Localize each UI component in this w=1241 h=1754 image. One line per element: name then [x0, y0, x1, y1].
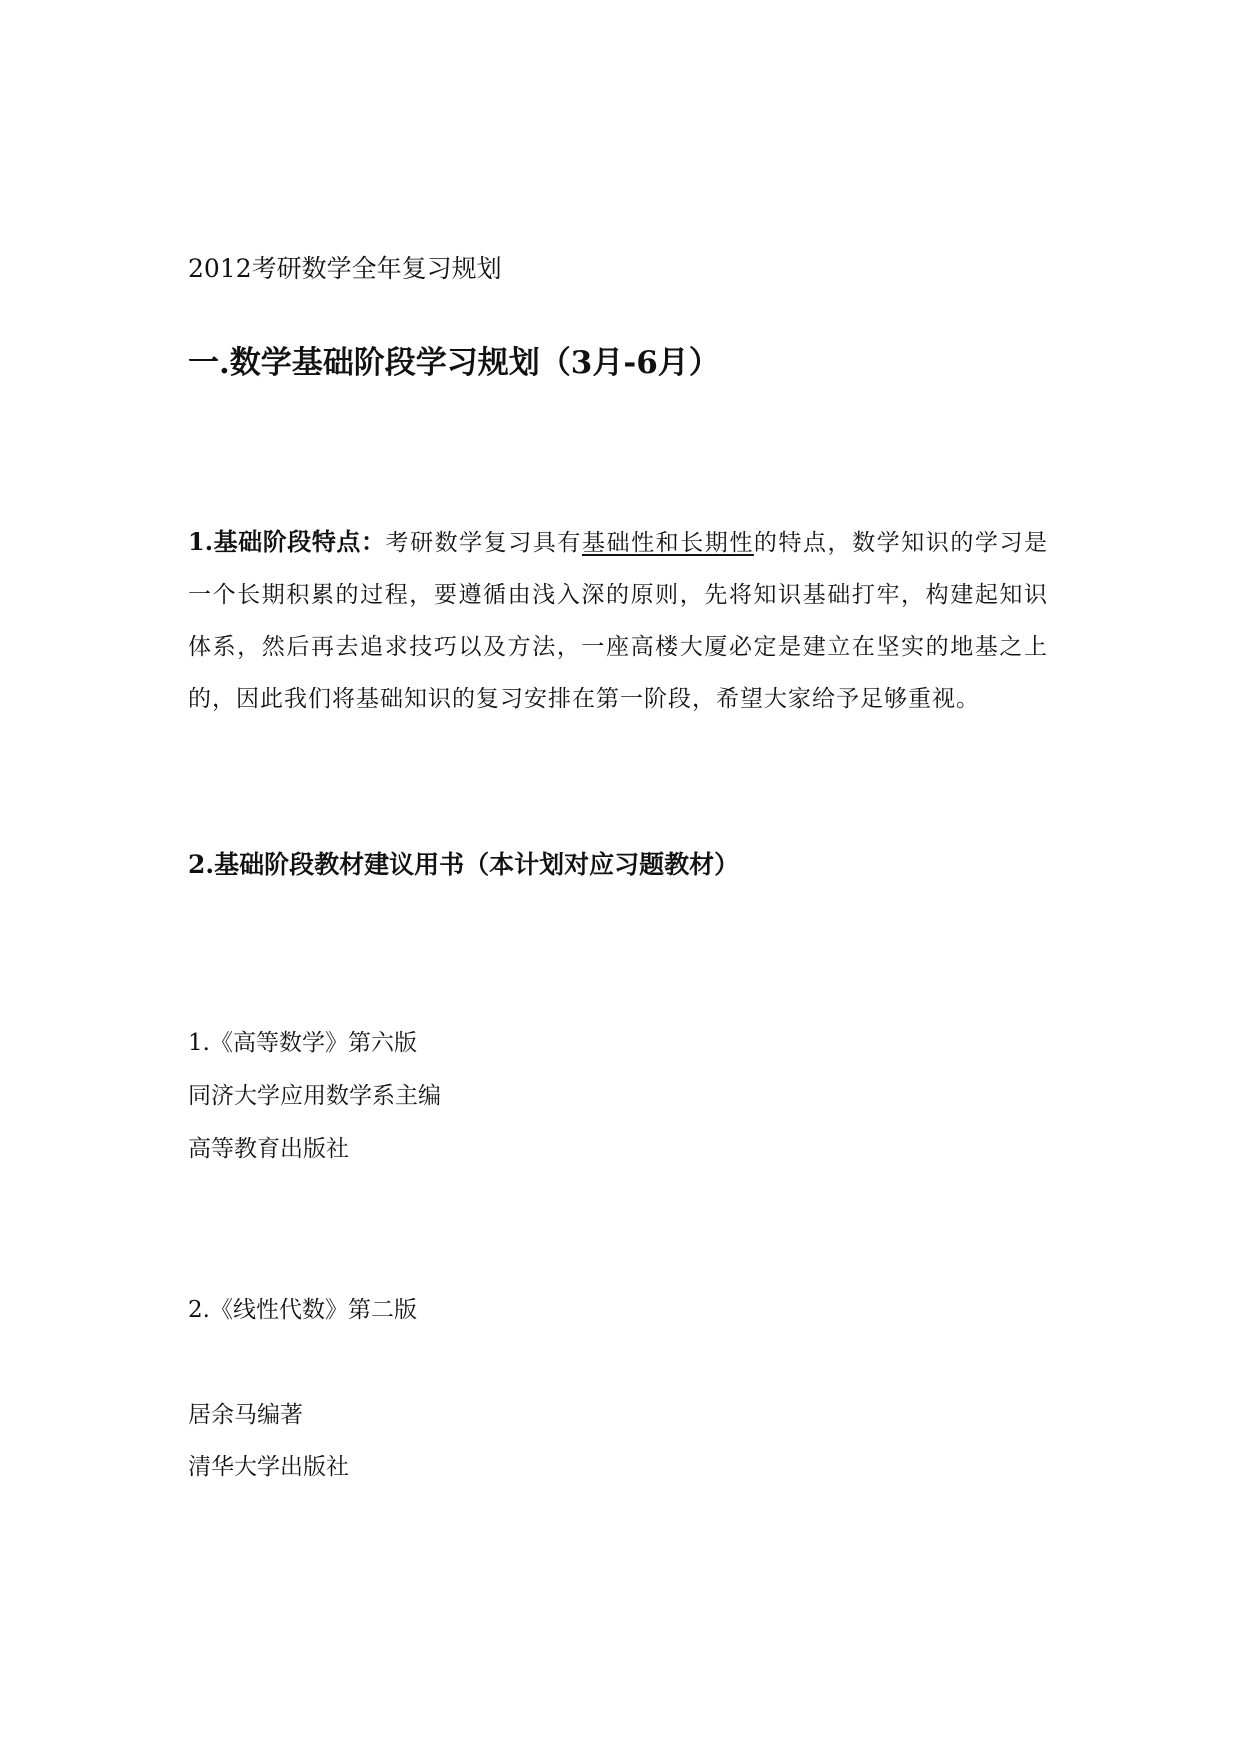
book-1-publisher: 高等教育出版社: [188, 1136, 349, 1162]
characteristics-text-start: 考研数学复习具有: [385, 530, 582, 556]
stage-characteristics-paragraph: [188, 516, 1048, 725]
book-2-title: 2.《线性代数》第二版: [188, 1297, 417, 1323]
textbook-recommendation-heading: 2.基础阶段教材建议用书（本计划对应习题教材）: [188, 850, 740, 879]
book-1-author: 同济大学应用数学系主编: [188, 1083, 441, 1109]
book-1-title: 1.《高等数学》第六版: [188, 1030, 417, 1056]
document-title: 2012考研数学全年复习规划: [188, 254, 502, 283]
book-2-author: 居余马编著: [188, 1402, 303, 1428]
characteristics-label: 1.基础阶段特点：: [188, 527, 386, 556]
characteristics-text-rest: 的特点，数学知识的学习是一个长期积累的过程，要遵循由浅入深的原则，先将知识基础打牢，构建起知识体系，然后再去追求技巧以及方法，一座高楼大厦必定是建立在坚实的地基之上的，因此我们将基础知识的复习安排在第一阶段，希望大家给予足够重视。: [188, 530, 1049, 712]
book-2-publisher: 清华大学出版社: [188, 1454, 349, 1480]
underlined-phrase: 基础性和长期性: [581, 530, 754, 556]
section-heading-basic-stage: 一.数学基础阶段学习规划（3月-6月）: [188, 345, 720, 381]
